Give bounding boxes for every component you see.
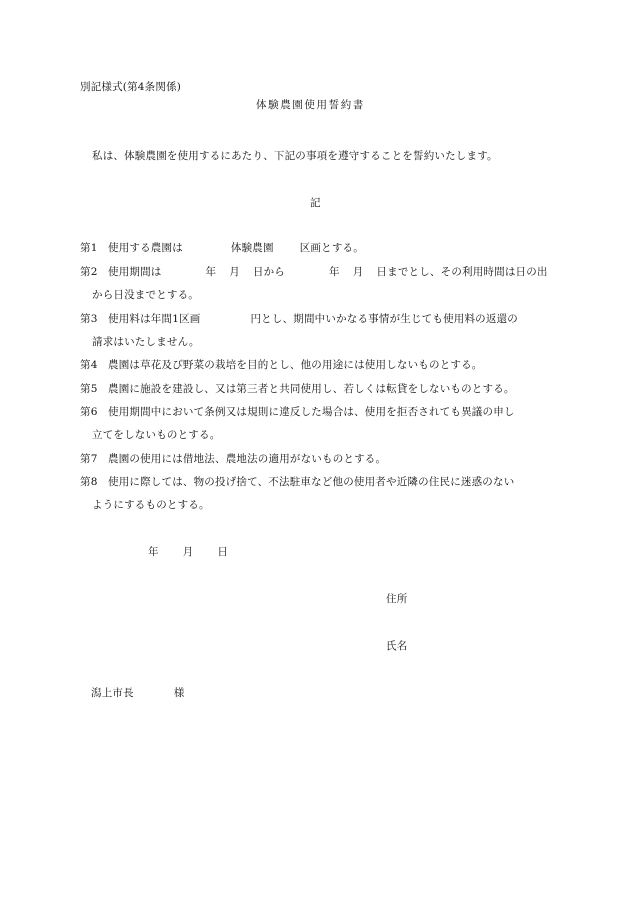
date-day: 日 xyxy=(217,546,229,558)
honorific: 様 xyxy=(173,687,185,699)
article-label: 第8 xyxy=(80,476,98,488)
intro-statement: 私は、体験農園を使用するにあたり、下記の事項を遵守することを誓約いたします。 xyxy=(92,150,498,162)
article-label: 第3 xyxy=(80,313,98,325)
address-label: 住所 xyxy=(386,593,408,605)
article-4 xyxy=(80,358,483,372)
article-text: 円とし、期間中いかなる事情が生じても使用料の返還の xyxy=(250,313,518,325)
article-text: 区画とする。 xyxy=(299,242,364,254)
article-text: 使用期間は xyxy=(108,266,162,278)
article-5 xyxy=(80,382,515,396)
article-1 xyxy=(80,241,364,255)
date-year: 年 xyxy=(148,546,159,558)
article-text: 使用料は年間1区画 xyxy=(108,313,201,325)
article-6-continuation: 立てをしないものとする。 xyxy=(92,429,221,441)
year-blank: 年 xyxy=(329,266,340,278)
article-6 xyxy=(80,405,515,419)
article-text: 農園は草花及び野菜の栽培を目的とし、他の用途には使用しないものとする。 xyxy=(108,359,483,371)
ki-heading: 記 xyxy=(310,197,321,209)
form-reference: 別記様式(第4条関係) xyxy=(80,81,182,93)
date-line xyxy=(148,545,228,559)
article-text: 使用期間中において条例又は規則に違反した場合は、使用を拒否されても異議の申し xyxy=(108,406,515,418)
article-text: 日までとし、その利用時間は日の出 xyxy=(376,266,548,278)
article-8 xyxy=(80,475,514,489)
article-text: 農園の使用には借地法、農地法の適用がないものとする。 xyxy=(108,453,387,465)
article-text: 農園に施設を建設し、又は第三者と共同使用し、若しくは転貸をしないものとする。 xyxy=(108,383,515,395)
year-blank: 年 xyxy=(205,266,217,278)
article-text: 使用する農園は xyxy=(108,242,183,254)
article-2 xyxy=(80,265,548,279)
article-8-continuation: ようにするものとする。 xyxy=(92,499,210,511)
article-text: 日から xyxy=(252,266,286,278)
article-text: 体験農園 xyxy=(230,242,274,254)
article-3-continuation: 請求はいたしません。 xyxy=(92,336,200,348)
article-2-continuation: から日没までとする。 xyxy=(92,289,199,301)
month-blank: 月 xyxy=(352,266,364,278)
addressee-line xyxy=(91,686,185,700)
name-label: 氏名 xyxy=(386,640,408,652)
mayor-title: 潟上市長 xyxy=(91,687,134,699)
article-label: 第1 xyxy=(80,242,98,254)
document-title: 体験農園使用誓約書 xyxy=(256,99,365,111)
article-label: 第4 xyxy=(80,359,98,371)
article-label: 第7 xyxy=(80,453,98,465)
article-label: 第2 xyxy=(80,266,98,278)
month-blank: 月 xyxy=(229,266,240,278)
article-text: 使用に際しては、物の投げ捨て、不法駐車など他の使用者や近隣の住民に迷惑のない xyxy=(108,476,515,488)
article-label: 第6 xyxy=(80,406,98,418)
article-7 xyxy=(80,452,386,466)
date-month: 月 xyxy=(182,546,194,558)
article-label: 第5 xyxy=(80,383,98,395)
article-3 xyxy=(80,312,518,326)
